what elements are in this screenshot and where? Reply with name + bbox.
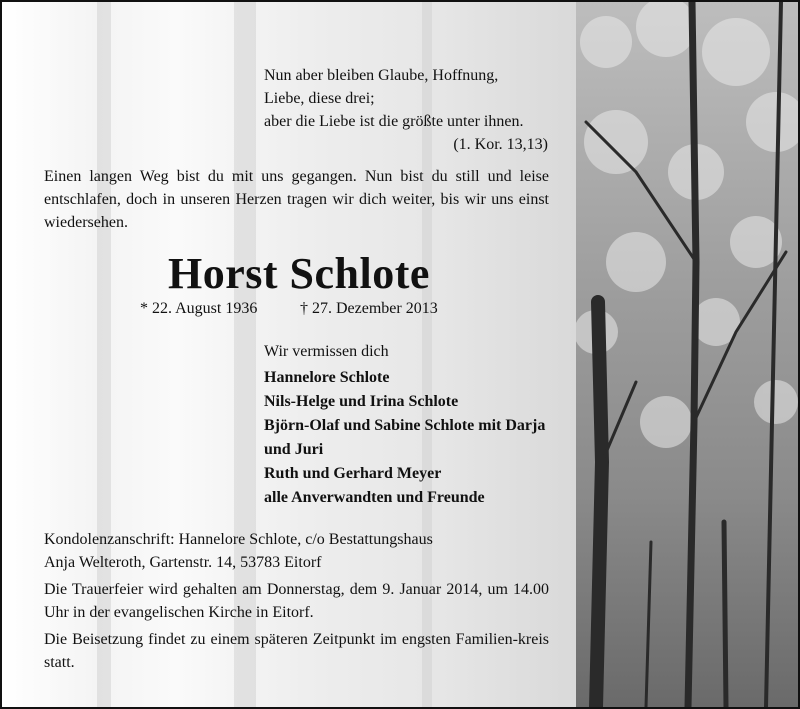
burial-info: Die Beisetzung findet zu einem späteren Zeitpunkt im engsten Familien-kreis statt. [44, 631, 549, 671]
mourners-block [264, 340, 554, 510]
mourner-name: Nils-Helge und Irina Schlote [264, 393, 459, 410]
forest-photo-icon [576, 2, 798, 707]
verse-line: Nun aber bleiben Glaube, Hoffnung, [264, 67, 499, 84]
verse-line: aber die Liebe ist die größte unter ihnen. [264, 113, 524, 130]
verse-reference: (1. Kor. 13,13) [453, 136, 548, 153]
bible-verse [264, 64, 554, 156]
mourner-name: Björn-Olaf und Sabine Schlote mit Darja [264, 417, 546, 434]
deceased-name: Horst Schlote [168, 249, 430, 298]
mourner-name: und Juri [264, 441, 324, 458]
footer-info [44, 528, 549, 678]
forest-trees-drawing [576, 2, 798, 707]
birth-date: * 22. August 1936 [140, 300, 258, 317]
verse-line: Liebe, diese drei; [264, 90, 375, 107]
ceremony-info: Die Trauerfeier wird gehalten am Donnerstag, dem 9. Januar 2014, um 14.00 Uhr in der evangelischen Kirche in Eitorf. [44, 581, 549, 621]
mourners-label: Wir vermissen dich [264, 343, 389, 360]
mourner-name: alle Anverwandten und Freunde [264, 489, 485, 506]
address-line: Kondolenzanschrift: Hannelore Schlote, c/o Bestattungshaus [44, 531, 433, 548]
death-date: † 27. Dezember 2013 [300, 300, 438, 317]
mourner-name: Ruth und Gerhard Meyer [264, 465, 442, 482]
intro-text: Einen langen Weg bist du mit uns gegangen. Nun bist du still und leise entschlafen, doch in unseren Herzen tragen wir dich weiter, bis wir uns einst wiedersehen. [44, 168, 549, 231]
condolence-address [44, 528, 549, 574]
mourner-name: Hannelore Schlote [264, 369, 390, 386]
address-line: Anja Welteroth, Gartenstr. 14, 53783 Eitorf [44, 554, 322, 571]
life-dates [140, 298, 460, 320]
